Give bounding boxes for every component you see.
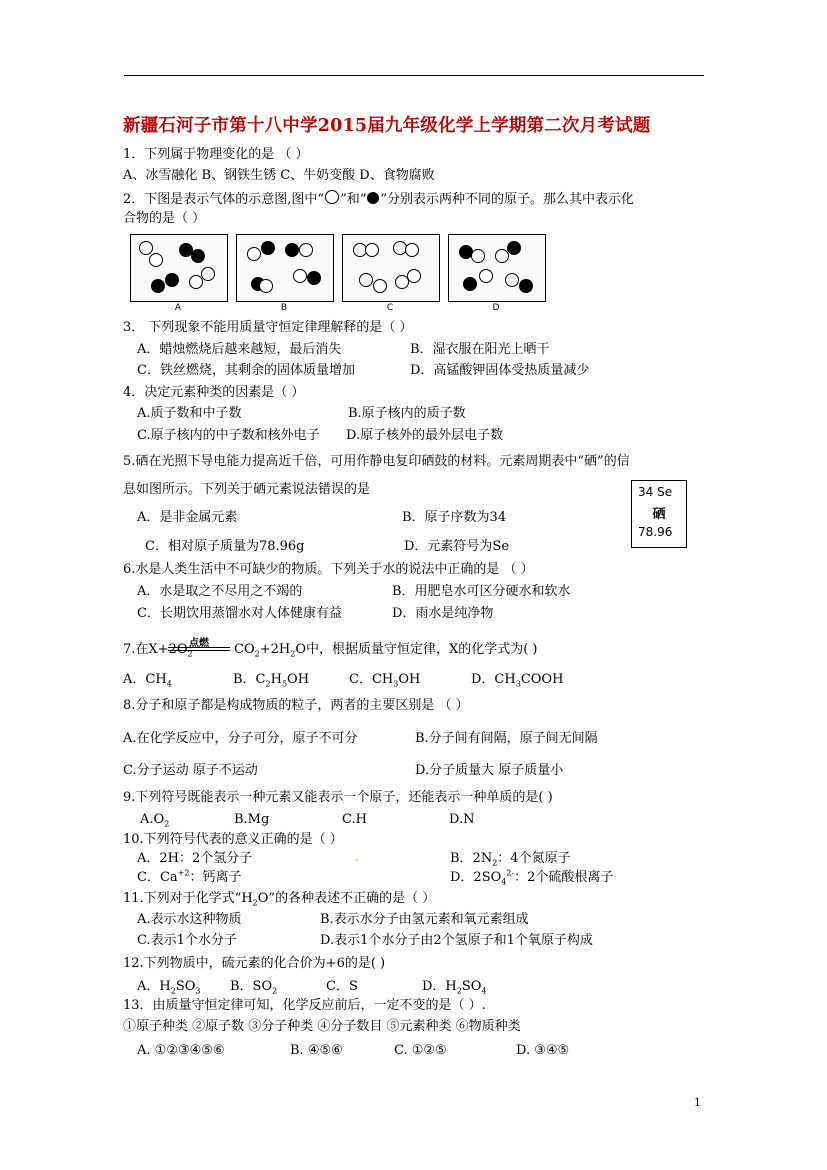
- black-atom-icon: [151, 279, 165, 293]
- q11-option-a: A.表示水这种物质: [137, 912, 242, 927]
- q9-stem: 9.下列符号既能表示一种元素又能表示一个原子，还能表示一种单质的是( ): [123, 790, 553, 805]
- white-atom-icon: [149, 253, 163, 267]
- q5-option-d: D．元素符号为Se: [404, 539, 510, 554]
- page-title: 新疆石河子市第十八中学2015届九年级化学上学期第二次月考试题: [123, 116, 651, 136]
- black-atom-icon: [165, 273, 179, 287]
- q5-option-a: A．是非金属元素: [137, 510, 238, 525]
- q10-option-b: B．$2N_2$：4个氮原子: [450, 851, 571, 868]
- gas-box-label-b: B: [280, 303, 288, 313]
- header-rule: [124, 75, 704, 76]
- black-atom-icon: [463, 277, 477, 291]
- q7-option-a: A．$CH_4$: [123, 672, 172, 689]
- black-atom-icon: [285, 243, 299, 257]
- gas-diagram-group: [130, 234, 542, 314]
- q13-option-a: A. ①②③④⑤⑥: [137, 1043, 225, 1058]
- q6-stem: 6.水是人类生活中不可缺少的物质。下列关于水的说法中正确的是 （ ）: [123, 562, 534, 577]
- q4-option-c: C.原子核内的中子数和核外电子: [137, 428, 320, 443]
- q10-option-d: D．$2SO_4^{2-}$：2个硫酸根离子: [450, 868, 614, 887]
- white-atom-icon: [325, 190, 339, 204]
- reaction-arrow-line: [168, 647, 230, 648]
- reaction-arrow-line: [168, 650, 230, 651]
- white-atom-icon: [479, 269, 493, 283]
- black-atom-icon: [191, 249, 205, 263]
- q10-option-c: C．$Ca^{+2}$：钙离子: [137, 868, 242, 885]
- gas-box-b: [236, 234, 334, 302]
- q10-option-a: A．2H：2个氢分子: [137, 851, 253, 866]
- q12-option-b: B．$SO_2$: [230, 979, 278, 996]
- q3-option-a: A．蜡烛燃烧后越来越短，最后消失: [137, 342, 342, 357]
- gas-box-label-a: A: [174, 303, 182, 313]
- q3-option-b: B．湿衣服在阳光上晒干: [410, 342, 550, 357]
- q13-option-b: B. ④⑤⑥: [290, 1043, 343, 1058]
- page-number: 1: [694, 1096, 701, 1109]
- q5-stem-line2: 息如图所示。下列关于硒元素说法错误的是: [123, 482, 371, 497]
- q11-option-c: C.表示1个水分子: [137, 933, 237, 948]
- q7-option-b: B．$C_2H_5OH$: [233, 672, 310, 689]
- q12-stem: 12.下列物质中，硫元素的化合价为+6的是( ): [123, 956, 386, 971]
- q6-option-a: A．水是取之不尽用之不竭的: [137, 584, 303, 599]
- white-atom-icon: [405, 243, 419, 257]
- q10-stem: 10.下列符号代表的意义正确的是（ ）: [123, 832, 343, 847]
- black-atom-icon: [519, 279, 533, 293]
- q11-stem: 11.下列对于化学式“$H_2O$”的各种表述不正确的是（ ）: [123, 891, 436, 908]
- q2-stem-line2: 合物的是（ ）: [123, 211, 206, 226]
- q13-option-d: D. ③④⑤: [516, 1043, 570, 1058]
- q3-option-c: C．铁丝燃烧，其剩余的固体质量增加: [137, 363, 355, 378]
- q6-option-d: D．雨水是纯净物: [392, 606, 494, 621]
- white-atom-icon: [365, 243, 379, 257]
- q8-option-c: C.分子运动 原子不运动: [123, 763, 258, 778]
- q3-stem: 3． 下列现象不能用质量守恒定律理解释的是（ ）: [123, 320, 413, 335]
- white-atom-icon: [373, 279, 387, 293]
- white-atom-icon: [293, 269, 307, 283]
- white-atom-icon: [201, 267, 215, 281]
- gas-box-a: [130, 234, 228, 302]
- q12-option-a: A．$H_2SO_3$: [137, 979, 201, 996]
- q12-option-c: C．S: [326, 979, 358, 994]
- element-name: 硒: [652, 507, 666, 522]
- gas-box-label-c: C: [386, 303, 394, 313]
- white-atom-icon: [359, 273, 373, 287]
- q5-option-b: B．原子序数为34: [402, 510, 507, 525]
- white-atom-icon: [299, 243, 313, 257]
- gas-box-d: [448, 234, 546, 302]
- q6-option-b: B．用肥皂水可区分硬水和软水: [392, 584, 571, 599]
- q13-option-c: C. ①②⑤: [394, 1043, 447, 1058]
- q9-option-d: D.N: [449, 812, 475, 827]
- q7-stem-start: 7.在$X+2O_2$: [123, 642, 193, 659]
- q4-stem: 4．决定元素种类的因素是（ ）: [123, 385, 305, 400]
- gas-box-c: [342, 234, 440, 302]
- element-number-symbol: 34 Se: [638, 485, 673, 499]
- white-atom-icon: [139, 241, 153, 255]
- black-atom-icon: [507, 241, 521, 255]
- q7-stem-end: $CO_2+2H_2O$中，根据质量守恒定律，X的化学式为( ): [234, 642, 538, 659]
- q8-option-d: D.分子质量大 原子质量小: [415, 763, 564, 778]
- q9-option-c: C.H: [342, 812, 367, 827]
- q5-stem: 5.硒在光照下导电能力提高近千倍，可用作静电复印硒鼓的材料。元素周期表中“硒”的信: [123, 454, 630, 469]
- q11-option-b: B.表示水分子由氢元素和氧元素组成: [320, 912, 529, 927]
- white-atom-icon: [407, 269, 421, 283]
- white-atom-icon: [247, 247, 261, 261]
- q12-option-d: D．$H_2SO_4$: [422, 979, 487, 996]
- selenium-element-card: [631, 480, 687, 548]
- black-atom-icon: [307, 271, 321, 285]
- white-atom-icon: [505, 273, 519, 287]
- white-atom-icon: [259, 279, 273, 293]
- q8-option-a: A.在化学反应中，分子可分，原子不可分: [123, 731, 358, 746]
- q8-option-b: B.分子间有间隔，原子间无间隔: [415, 731, 598, 746]
- stray-mark: .: [355, 850, 359, 864]
- q4-option-a: A.质子数和中子数: [137, 406, 242, 421]
- q5-option-c: C．相对原子质量为78.96g: [145, 539, 305, 554]
- q13-items: ①原子种类 ②原子数 ③分子种类 ④分子数目 ⑤元素种类 ⑥物质种类: [123, 1019, 521, 1034]
- q1-options: A、冰雪融化 B、钢铁生锈 C、牛奶变酸 D、食物腐败: [123, 168, 435, 183]
- white-atom-icon: [471, 249, 485, 263]
- q4-option-d: D.原子核外的最外层电子数: [346, 428, 504, 443]
- gas-box-label-d: D: [492, 303, 500, 313]
- q11-option-d: D.表示1个水分子由2个氢原子和1个氧原子构成: [320, 933, 593, 948]
- q8-stem: 8.分子和原子都是构成物质的粒子，两者的主要区别是 （ ）: [123, 698, 469, 713]
- q13-stem: 13．由质量守恒定律可知，化学反应前后，一定不变的是（ ）.: [123, 998, 486, 1013]
- q4-option-b: B.原子核内的质子数: [348, 406, 466, 421]
- reaction-condition: 点燃: [168, 634, 230, 662]
- element-mass: 78.96: [638, 525, 673, 539]
- q2-stem: 2．下图是表示气体的示意图,图中“ ”和“ ”分别表示两种不同的原子。那么其中表示化: [123, 192, 635, 207]
- q7-option-d: D．$CH_3COOH$: [471, 672, 564, 689]
- black-atom-icon: [367, 192, 379, 204]
- black-atom-icon: [261, 241, 275, 255]
- q6-option-c: C．长期饮用蒸馏水对人体健康有益: [137, 606, 342, 621]
- q9-option-a: $A.O_2$: [140, 812, 170, 829]
- q1-stem: 1．下列属于物理变化的是 （ ）: [123, 147, 309, 162]
- q7-option-c: C．$CH_3OH$: [349, 672, 421, 689]
- q9-option-b: B.Mg: [234, 812, 270, 827]
- q3-option-d: D．高锰酸钾固体受热质量减少: [410, 363, 590, 378]
